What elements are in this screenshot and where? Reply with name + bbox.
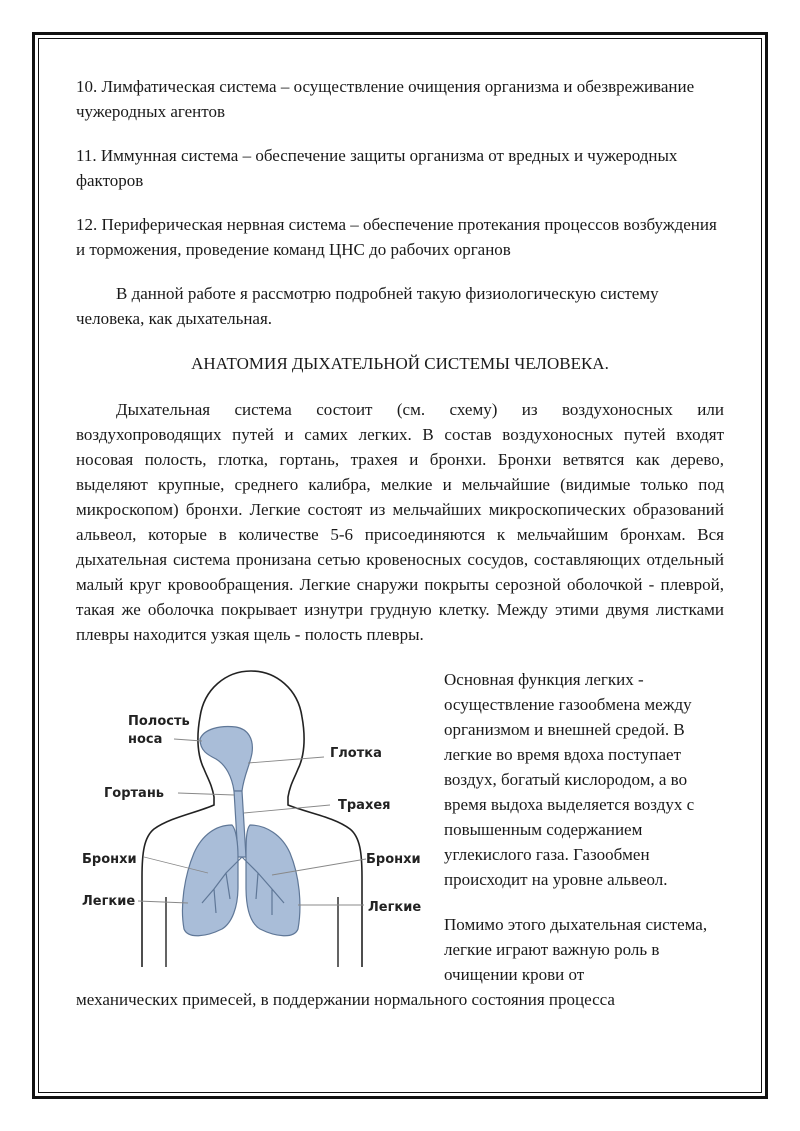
list-item-lymphatic: 10. Лимфатическая система – осуществление очищения организма и обезвреживание чужеродных агентов <box>76 77 695 121</box>
body-paragraph: Дыхательная система состоит (см. схему) из воздухоносных или воздухопроводящих путей и самих легких. В состав воздухоносных путей входят носовая полость, глотка, гортань, трахея и бронхи. Бронхи ветвятся как дерево, выделяют крупные, среднего калибра, мелкие и мельчайшие (видимые только под микроскопом) бронхи. Легкие состоят из мельчайших микроскопических образований альвеол, которые в количестве 5-6 присоединяются к мельчайшим бронхам. Вся дыхательная система пронизана сетью кровеносных сосудов, составляющих отдельный малый круг кровообращения. Легкие снаружи покрыты серозной оболочкой - плеврой, такая же оболочка покрывает изнутри грудную клетку. Между этими двумя листками плевры находится узкая щель - полость плевры. <box>76 400 724 644</box>
respiratory-system-figure <box>76 667 440 967</box>
left-lung-shape <box>182 825 238 936</box>
figure-side-text <box>440 667 724 987</box>
section-heading: АНАТОМИЯ ДЫХАТЕЛЬНОЙ СИСТЕМЫ ЧЕЛОВЕКА. <box>191 354 609 373</box>
side-paragraph-blood-cleaning: Помимо этого дыхательная система, легкие играют важную роль в очищении крови от <box>444 915 708 984</box>
list-item-peripheral-nervous: 12. Периферическая нервная система – обеспечение протекания процессов возбуждения и торможения, проведение команд ЦНС до рабочих органов <box>76 215 717 259</box>
label-lungs-right: Легкие <box>368 900 422 915</box>
label-trachea: Трахея <box>338 798 391 813</box>
intro-paragraph: В данной работе я рассмотрю подробней такую физиологическую систему человека, как дыхательная. <box>76 284 659 328</box>
label-larynx: Гортань <box>104 786 165 801</box>
list-item-immune: 11. Иммунная система – обеспечение защиты организма от вредных и чужеродных факторов <box>76 146 678 190</box>
label-bronchi-left: Бронхи <box>82 852 137 867</box>
respiratory-diagram <box>76 667 440 967</box>
continuation-line: механических примесей, в поддержании нормального состояния процесса <box>76 990 615 1009</box>
right-lung-shape <box>246 825 300 936</box>
side-paragraph-gas-exchange: Основная функция легких - осуществление газообмена между организмом и внешней средой. В легкие во время вдоха поступает воздух, богатый кислородом, а во время выдоха выделяется воздух с повышенным содержанием углекислого газа. Газообмен происходит на уровне альвеол. <box>444 670 695 889</box>
label-nasal-cavity-line2: носа <box>128 732 163 747</box>
label-pharynx: Глотка <box>330 746 382 761</box>
figure-row <box>76 667 724 987</box>
nasal-cavity <box>200 727 252 792</box>
label-nasal-cavity-line1: Полость <box>128 714 190 729</box>
label-lungs-left: Легкие <box>82 894 136 909</box>
page-content <box>76 74 724 1012</box>
label-bronchi-right: Бронхи <box>366 852 421 867</box>
